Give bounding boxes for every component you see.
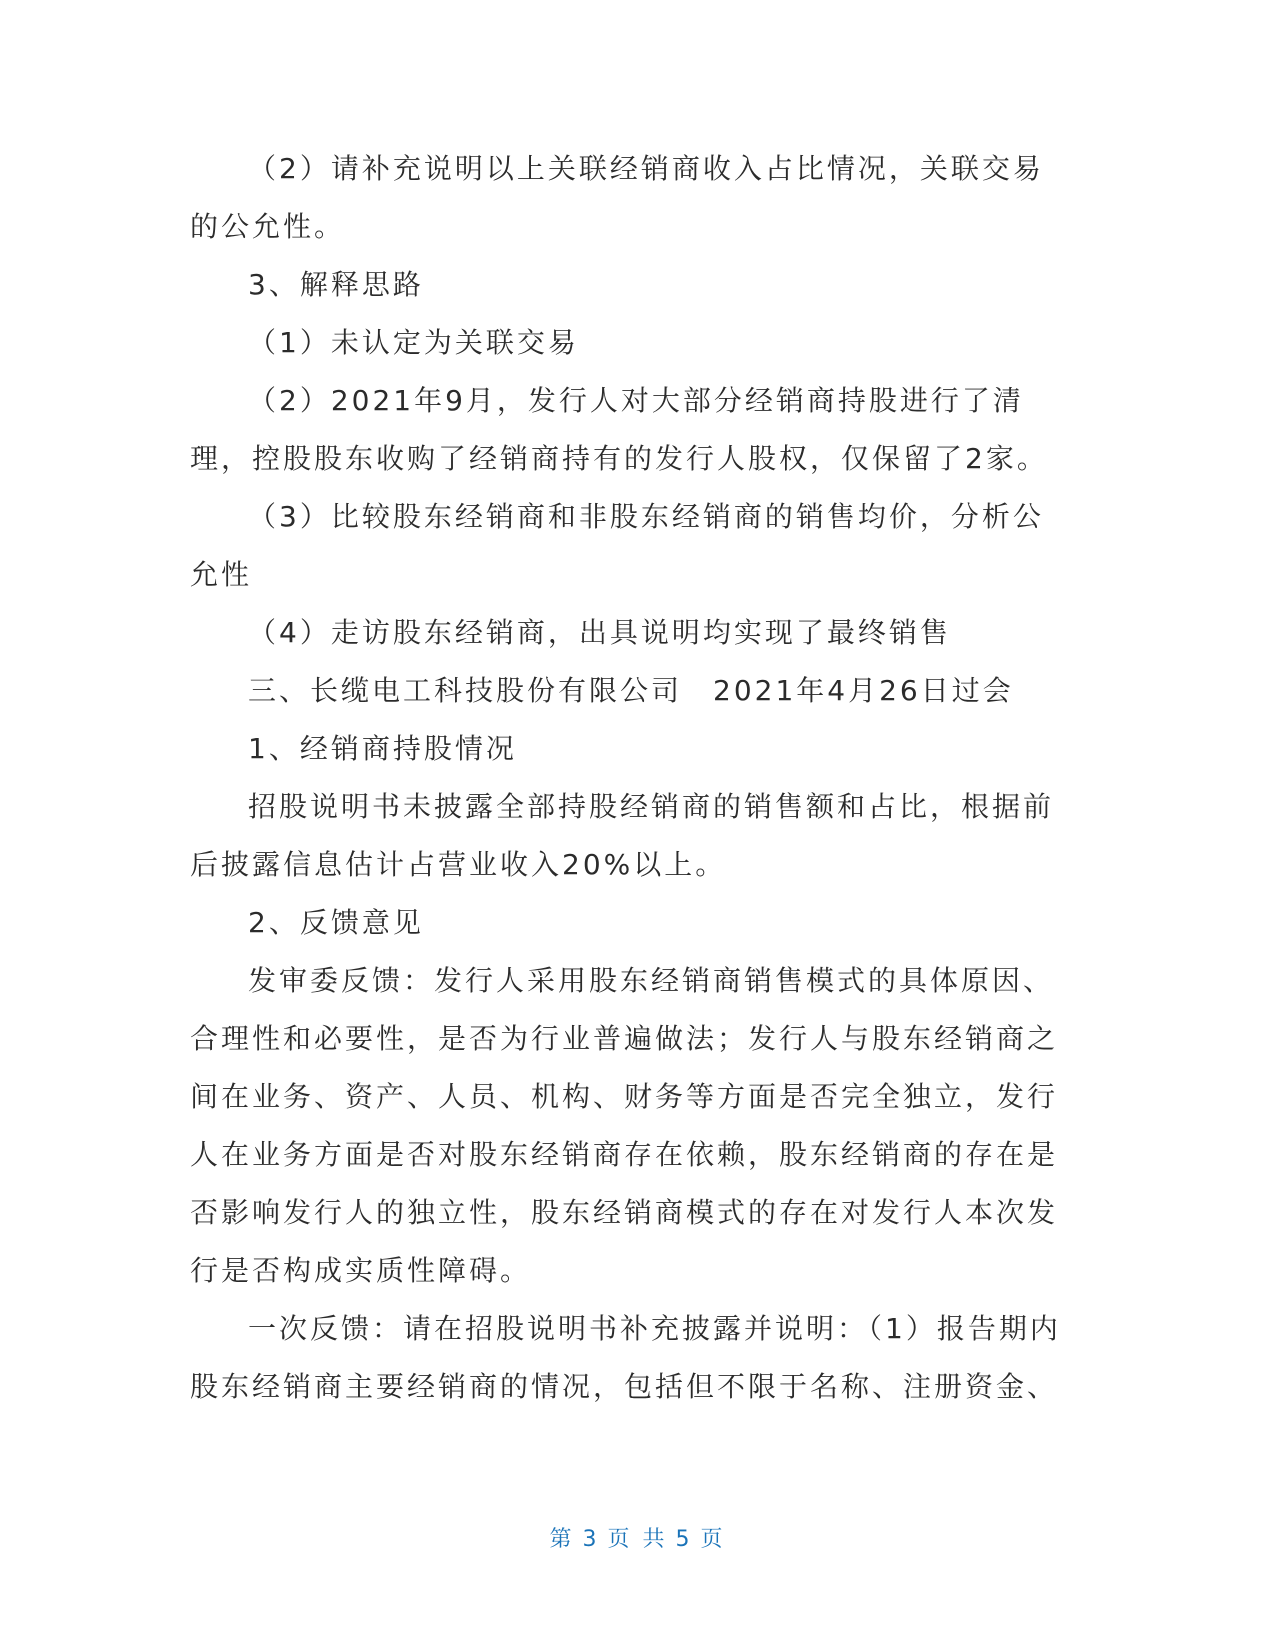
paragraph: 招股说明书未披露全部持股经销商的销售额和占比，根据前后披露信息估计占营业收入20%以上。 xyxy=(190,790,1055,881)
section-heading: 三、长缆电工科技股份有限公司 2021年4月26日过会 xyxy=(248,674,1014,707)
paragraph: （1）未认定为关联交易 xyxy=(248,326,579,359)
document-body xyxy=(190,140,1070,1416)
paragraph: 一次反馈：请在招股说明书补充披露并说明：（1）报告期内股东经销商主要经销商的情况，包括但不限于名称、注册资金、 xyxy=(190,1312,1061,1403)
footer-prefix: 第 xyxy=(549,1527,575,1552)
page-footer xyxy=(0,1522,1275,1553)
paragraph: （3）比较股东经销商和非股东经销商的销售均价，分析公允性 xyxy=(190,500,1044,591)
paragraph: （4）走访股东经销商，出具说明均实现了最终销售 xyxy=(248,616,951,649)
paragraph: 发审委反馈：发行人采用股东经销商销售模式的具体原因、合理性和必要性，是否为行业普遍做法；发行人与股东经销商之间在业务、资产、人员、机构、财务等方面是否完全独立，发行人在业务方面是否对股东经销商存在依赖，股东经销商的存在是否影响发行人的独立性，股东经销商模式的存在对发行人本次发行是否构成实质性障碍。 xyxy=(190,964,1059,1287)
section-heading: 3、解释思路 xyxy=(248,268,424,301)
paragraph: （2）2021年9月，发行人对大部分经销商持股进行了清理，控股股东收购了经销商持有的发行人股权，仅保留了2家。 xyxy=(190,384,1048,475)
footer-mid: 页 共 xyxy=(607,1527,668,1552)
section-heading: 1、经销商持股情况 xyxy=(248,732,517,765)
paragraph: （2）请补充说明以上关联经销商收入占比情况，关联交易的公允性。 xyxy=(190,152,1044,243)
footer-suffix: 页 xyxy=(700,1527,726,1552)
footer-total-pages: 5 xyxy=(675,1527,693,1552)
section-heading: 2、反馈意见 xyxy=(248,906,424,939)
footer-page-number: 3 xyxy=(582,1527,600,1552)
